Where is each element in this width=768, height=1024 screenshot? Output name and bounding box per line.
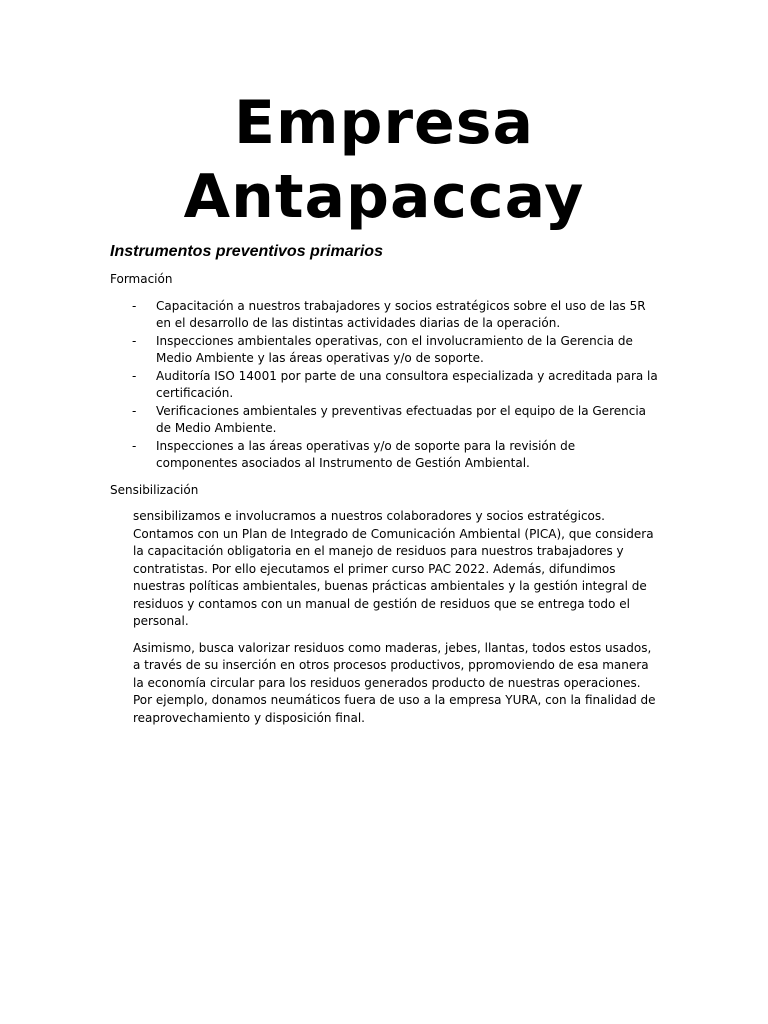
title-line-1: Empresa bbox=[234, 88, 534, 158]
bullet-marker: - bbox=[132, 438, 137, 453]
list-item bbox=[110, 438, 660, 473]
list-item-text: Inspecciones ambientales operativas, con el involucramiento de la Gerencia de Medio Ambiente y las áreas operativas y/o de soporte. bbox=[156, 333, 633, 365]
list-item bbox=[110, 403, 660, 438]
list-item bbox=[110, 368, 660, 403]
bullet-marker: - bbox=[132, 368, 137, 383]
section-subheading: Instrumentos preventivos primarios bbox=[110, 243, 383, 260]
sensibilizacion-paragraph-2: Asimismo, busca valorizar residuos como maderas, jebes, llantas, todos estos usados, a través de su inserción en otros procesos productivos, ppromoviendo de esa manera la economía circular para los residuos generados producto de nuestras operaciones. Por ejemplo, donamos neumáticos fuera de uso a la empresa YURA, con la finalidad de reaprovechamiento y disposición final. bbox=[133, 640, 656, 725]
list-item-text: Verificaciones ambientales y preventivas efectuadas por el equipo de la Gerencia de Medio Ambiente. bbox=[156, 403, 647, 435]
list-item-text: Capacitación a nuestros trabajadores y socios estratégicos sobre el uso de las 5R en el desarrollo de las distintas actividades diarias de la operación. bbox=[156, 298, 646, 330]
sensibilizacion-label: Sensibilización bbox=[110, 482, 199, 497]
document-title bbox=[0, 86, 768, 234]
list-item-text: Inspecciones a las áreas operativas y/o de soporte para la revisión de componentes asociados al Instrumento de Gestión Ambiental. bbox=[156, 438, 576, 470]
bullet-marker: - bbox=[132, 403, 137, 418]
list-item bbox=[110, 333, 660, 368]
sensibilizacion-paragraph-1: sensibilizamos e involucramos a nuestros colaboradores y socios estratégicos. Contamos con un Plan de Integrado de Comunicación Ambiental (PICA), que considera la capacitación obligatoria en el manejo de residuos para nuestros trabajadores y contratistas. Por ello ejecutamos el primer curso PAC 2022. Además, difundimos nuestras políticas ambientales, buenas prácticas ambientales y la gestión integral de residuos y contamos con un manual de gestión de residuos que se entrega todo el personal. bbox=[133, 509, 654, 628]
bullet-marker: - bbox=[132, 333, 137, 348]
document-body bbox=[110, 241, 660, 736]
title-line-2: Antapaccay bbox=[183, 162, 585, 232]
formacion-list bbox=[110, 298, 660, 473]
bullet-marker: - bbox=[132, 298, 137, 313]
list-item bbox=[110, 298, 660, 333]
list-item-text: Auditoría ISO 14001 por parte de una consultora especializada y acreditada para la certificación. bbox=[156, 368, 658, 400]
formacion-label: Formación bbox=[110, 272, 173, 286]
